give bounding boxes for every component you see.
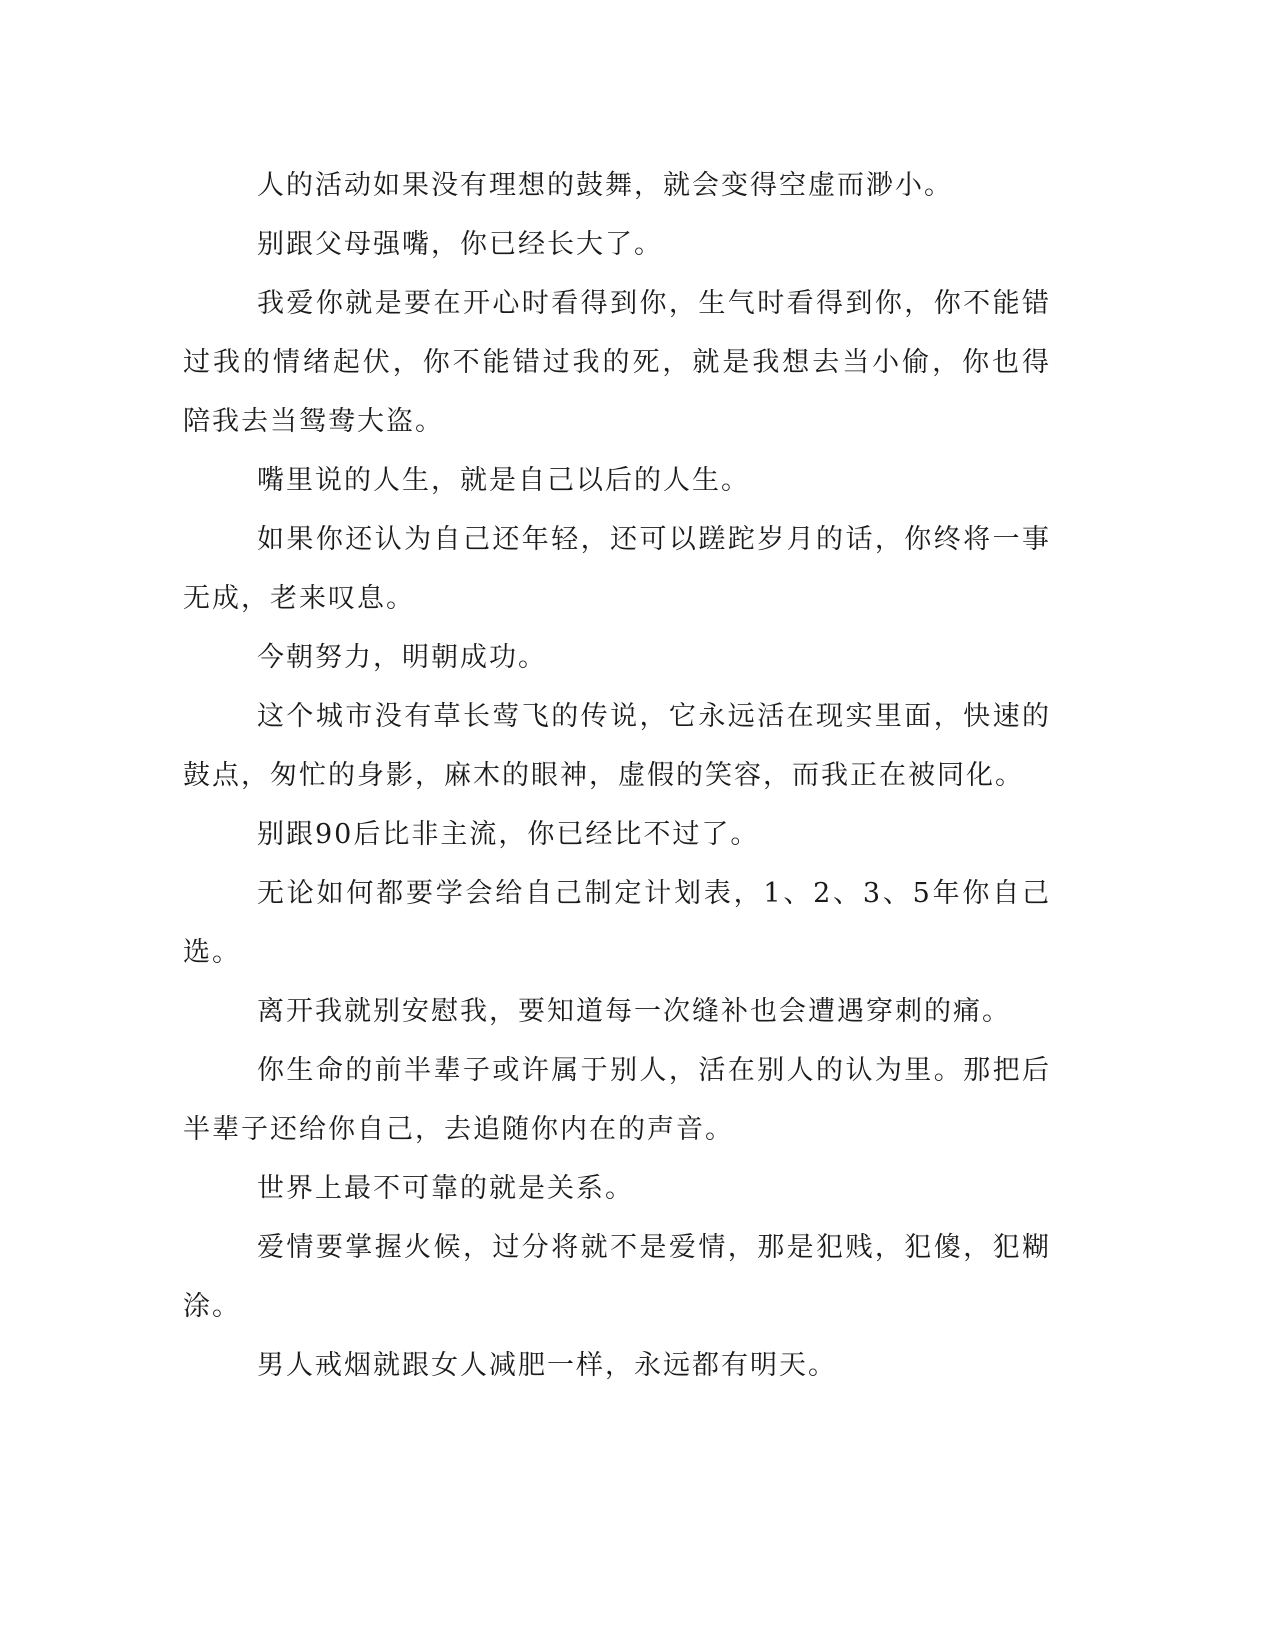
paragraph-5: 如果你还认为自己还年轻，还可以蹉跎岁月的话，你终将一事无成，老来叹息。 (183, 524, 1051, 614)
paragraph-3: 我爱你就是要在开心时看得到你，生气时看得到你，你不能错过我的情绪起伏，你不能错过我的死，就是我想去当小偷，你也得陪我去当鸳鸯大盗。 (183, 288, 1051, 437)
paragraph-14: 男人戒烟就跟女人减肥一样，永远都有明天。 (257, 1350, 837, 1381)
paragraph-1: 人的活动如果没有理想的鼓舞，就会变得空虚而渺小。 (257, 170, 953, 201)
paragraph-2: 别跟父母强嘴，你已经长大了。 (257, 229, 663, 260)
paragraph-12: 世界上最不可靠的就是关系。 (257, 1173, 634, 1204)
paragraph-4: 嘴里说的人生，就是自己以后的人生。 (257, 465, 750, 496)
document-body (183, 156, 1051, 1395)
paragraph-6: 今朝努力，明朝成功。 (257, 642, 547, 673)
paragraph-7: 这个城市没有草长莺飞的传说，它永远活在现实里面，快速的鼓点，匆忙的身影，麻木的眼神，虚假的笑容，而我正在被同化。 (183, 701, 1051, 791)
paragraph-10: 离开我就别安慰我，要知道每一次缝补也会遭遇穿刺的痛。 (257, 996, 1011, 1027)
paragraph-9: 无论如何都要学会给自己制定计划表，1、2、3、5年你自己选。 (183, 878, 1051, 968)
paragraph-11: 你生命的前半辈子或许属于别人，活在别人的认为里。那把后半辈子还给你自己，去追随你内在的声音。 (183, 1055, 1051, 1145)
paragraph-13: 爱情要掌握火候，过分将就不是爱情，那是犯贱，犯傻，犯糊涂。 (183, 1232, 1051, 1322)
paragraph-8: 别跟90后比非主流，你已经比不过了。 (257, 819, 760, 850)
